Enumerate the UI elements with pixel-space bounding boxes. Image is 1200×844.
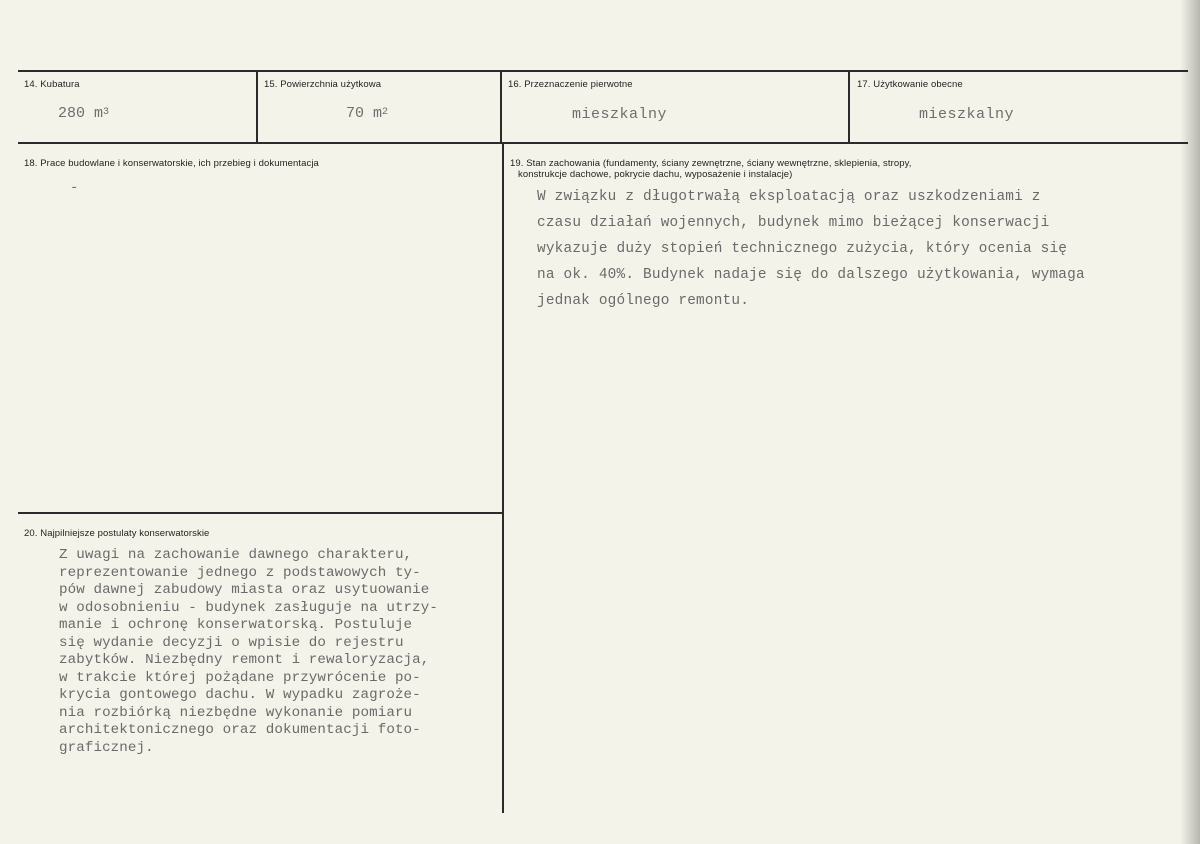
field-20-line: graficznej. (59, 739, 154, 756)
field-20-line: manie i ochronę konserwatorską. Postuluje (59, 617, 413, 633)
field-20-line: nia rozbiórką niezbędne wykonanie pomiaru (59, 704, 413, 721)
field-18-value: - (70, 180, 79, 196)
field-20-line: krycia gontowego dachu. W wypadku zagroże- (59, 687, 421, 703)
card-edge-shadow (1180, 0, 1200, 844)
field-20-line: się wydanie decyzji o wpisie do rejestru (59, 634, 404, 651)
field-18-label: 18. Prace budowlane i konserwatorskie, ich przebieg i dokumentacja (24, 158, 319, 169)
field-20-line: reprezentowanie jednego z podstawowych ty- (59, 564, 421, 581)
field-19-line: na ok. 40%. Budynek nadaje się do dalszego użytkowania, wymaga (537, 267, 1085, 283)
field-19-label: 19. Stan zachowania (fundamenty, ściany zewnętrzne, ściany wewnętrzne, sklepienia, stropy, (510, 158, 912, 169)
field-20-line: pów dawnej zabudowy miasta oraz usytuowanie (59, 582, 430, 598)
field-16-value: mieszkalny (572, 106, 668, 123)
field-17-label: 17. Użytkowanie obecne (857, 79, 963, 90)
field-15-unit-exponent: 2 (382, 107, 389, 118)
field-19-label-continued: konstrukcje dachowe, pokrycie dachu, wyposażenie i instalacje) (518, 169, 793, 180)
field-20-line: architektonicznego oraz dokumentacji foto- (59, 722, 421, 738)
field-20-line: w trakcie której pożądane przywrócenie po- (59, 669, 421, 686)
field-19-line: czasu działań wojennych, budynek mimo bieżącej konserwacji (537, 215, 1050, 231)
col-rule-1 (256, 71, 258, 143)
field-19-line: jednak ogólnego remontu. (537, 293, 750, 309)
field-19-line: wykazuje duży stopień technicznego zużycia, który ocenia się (537, 241, 1068, 257)
field-20-line: Z uwagi na zachowanie dawnego charakteru, (59, 547, 413, 563)
top-rule (18, 70, 1188, 72)
col-rule-3 (848, 71, 850, 143)
field-15-label: 15. Powierzchnia użytkowa (264, 79, 382, 90)
field-20-label: 20. Najpilniejsze postulaty konserwatorskie (24, 528, 210, 539)
field-14-value: 280 $m^3$ (58, 105, 110, 122)
field-20-line: w odosobnieniu - budynek zasługuje na utrzy- (59, 599, 439, 616)
section-20-rule (18, 512, 503, 514)
field-16-label: 16. Przeznaczenie pierwotne (508, 79, 633, 90)
field-14-unit-exponent: 3 (103, 107, 110, 118)
col-rule-2 (500, 71, 502, 143)
field-15-value: 70 $m^2$ (346, 105, 389, 122)
field-14-label: 14. Kubatura (24, 79, 80, 90)
center-rule (502, 143, 504, 813)
row-rule (18, 142, 1188, 144)
field-19-line: W związku z długotrwałą eksploatacją oraz uszkodzeniami z (537, 189, 1041, 205)
field-20-line: zabytków. Niezbędny remont i rewaloryzacja, (59, 652, 430, 668)
field-17-value: mieszkalny (919, 106, 1015, 123)
